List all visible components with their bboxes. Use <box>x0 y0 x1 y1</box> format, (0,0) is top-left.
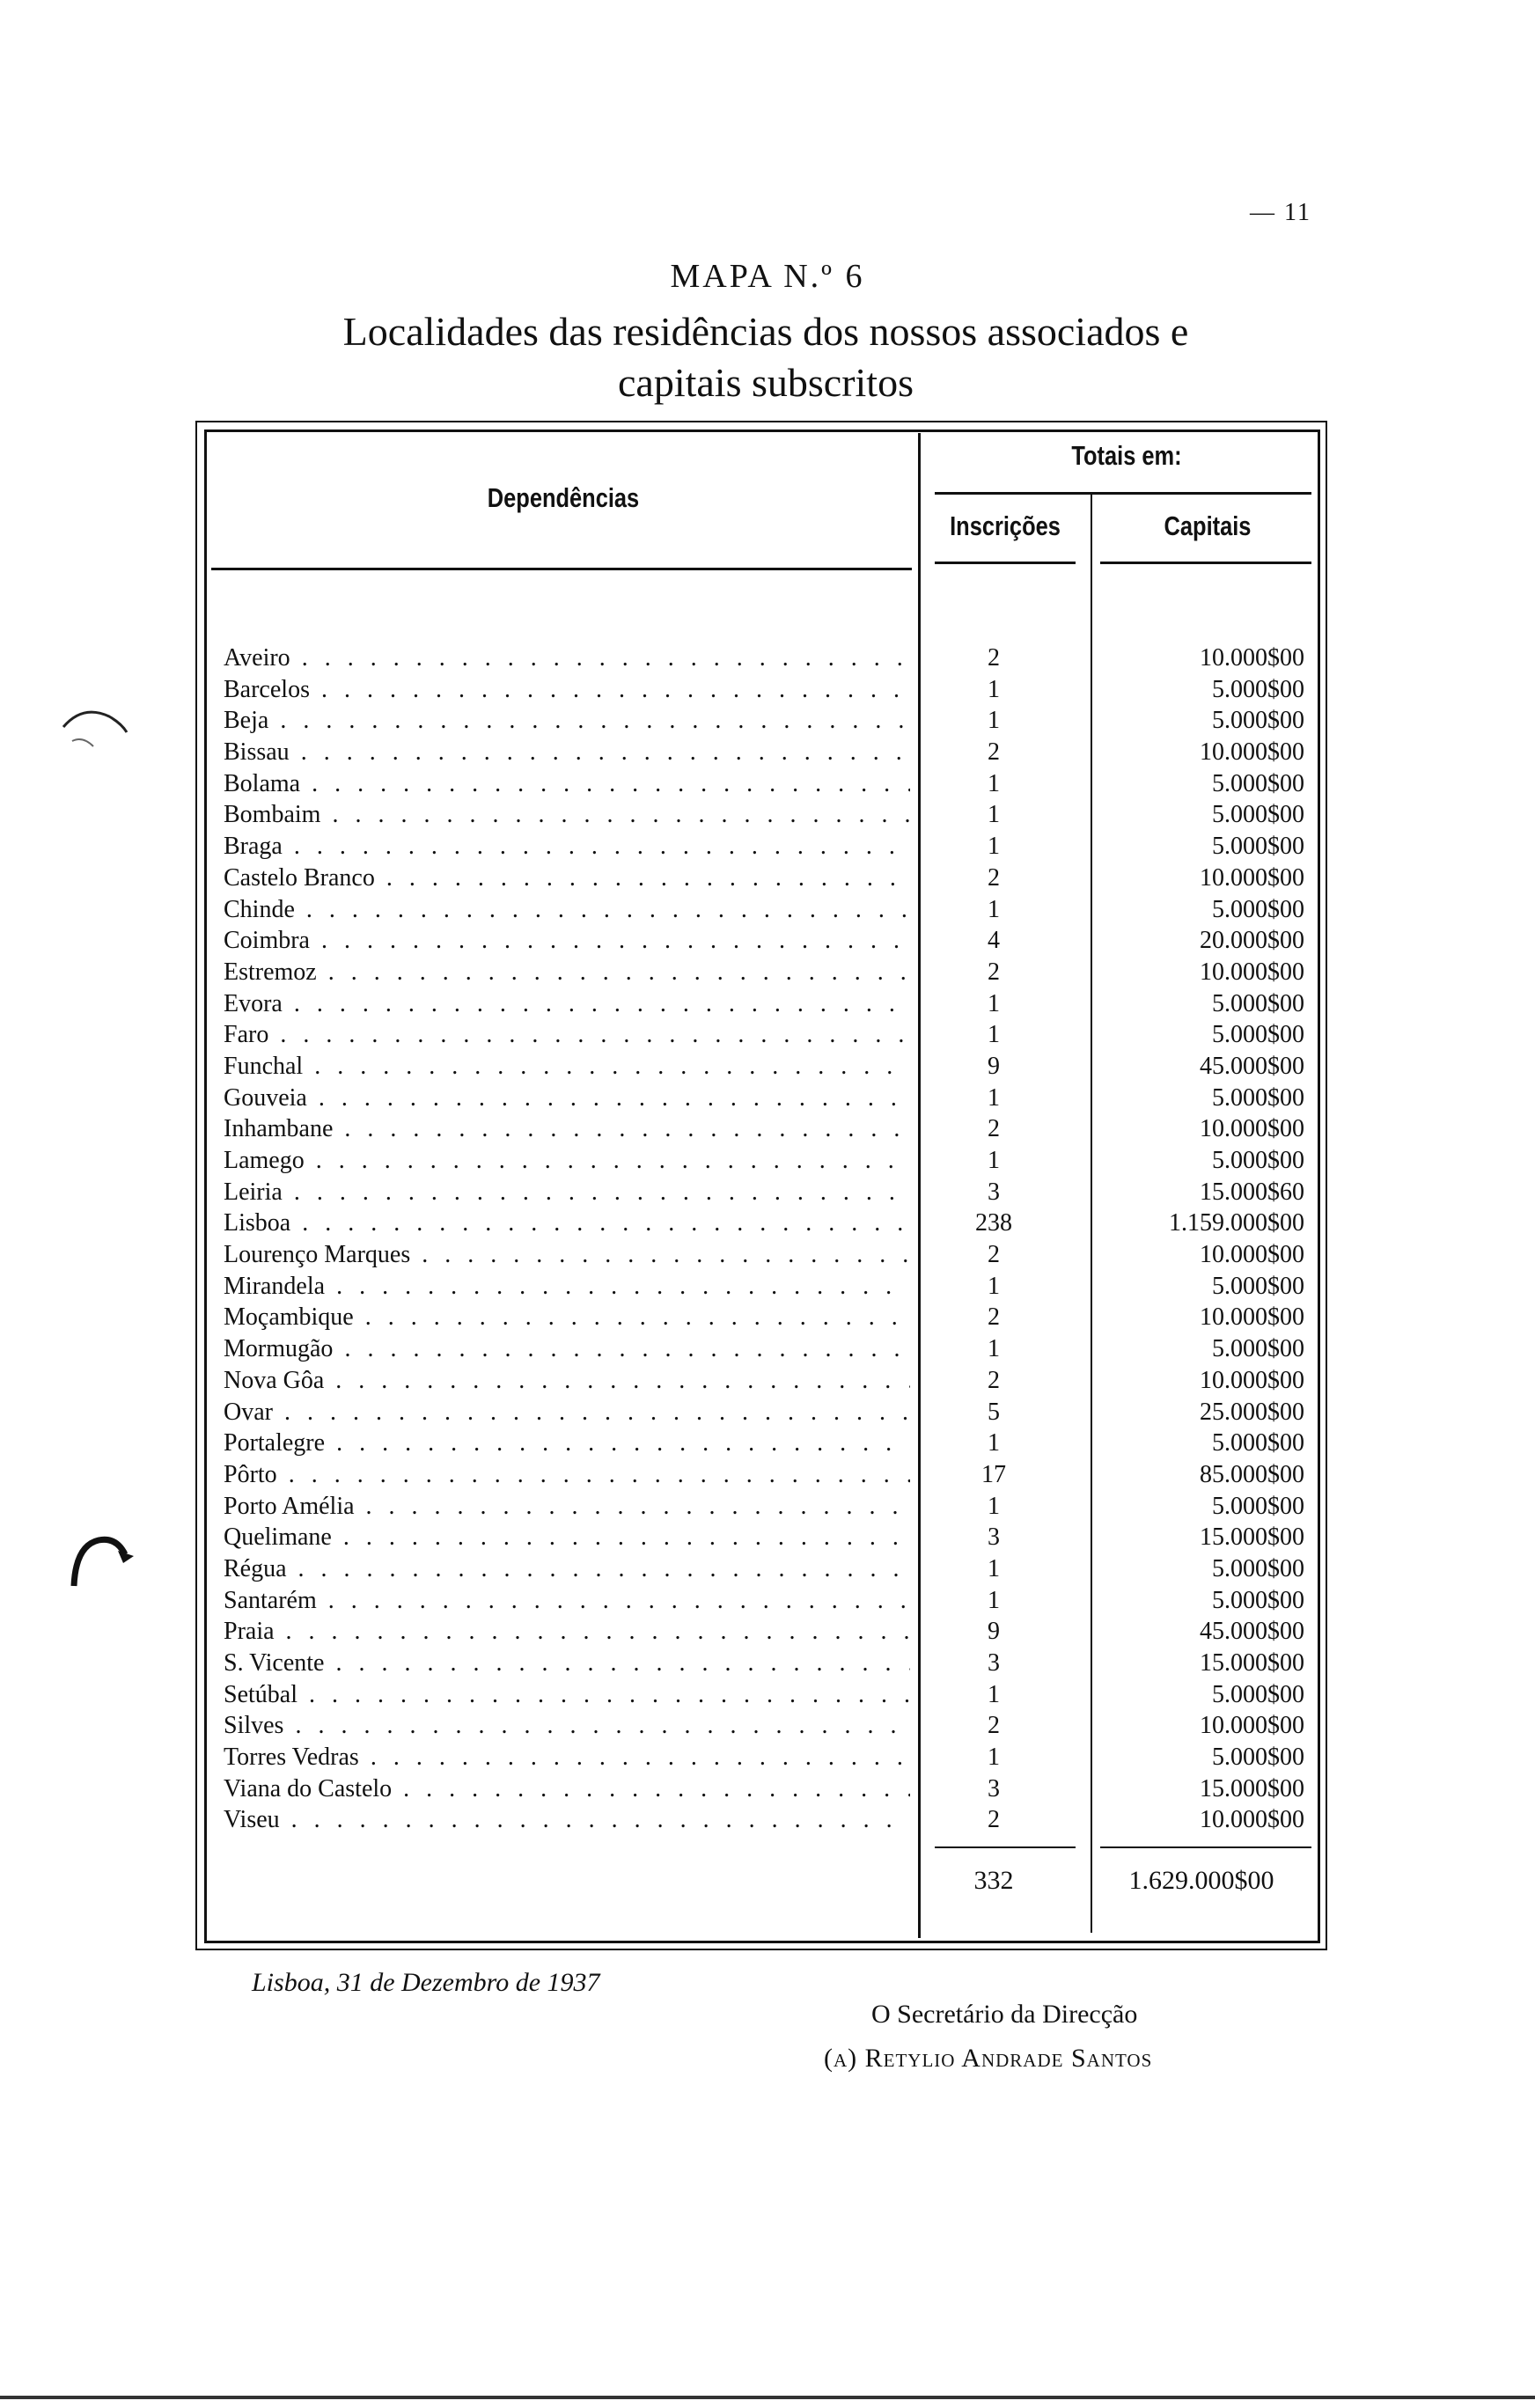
locality-name: Lourenço Marques . . . <box>224 1239 910 1271</box>
table-row <box>224 1019 1315 1051</box>
table-row <box>224 1302 1315 1333</box>
inscricoes-value: 2 <box>988 1806 1000 1834</box>
capitais-value: 10.000$00 <box>1200 644 1304 672</box>
table-rows <box>224 642 1315 1836</box>
inscricoes-value: 1 <box>988 1586 1000 1614</box>
rule-under-dependencias <box>211 568 912 570</box>
inscricoes-value: 3 <box>988 1774 1000 1802</box>
locality-name: Chinde . . . <box>224 894 910 926</box>
capitais-value: 15.000$00 <box>1200 1649 1304 1677</box>
capitais-value: 5.000$00 <box>1212 1021 1304 1049</box>
locality-name: Mormugão . . . <box>224 1333 910 1365</box>
locality-name: Moçambique . . . <box>224 1302 910 1333</box>
inscricoes-value: 1 <box>988 1272 1000 1300</box>
capitais-value: 10.000$00 <box>1200 1712 1304 1740</box>
table-row <box>224 1679 1315 1711</box>
table-row <box>224 1145 1315 1177</box>
table-row <box>224 1459 1315 1491</box>
capitais-value: 5.000$00 <box>1212 1335 1304 1363</box>
locality-name: Bombaim . . . <box>224 799 910 831</box>
inscricoes-value: 2 <box>988 1366 1000 1394</box>
capitais-value: 5.000$00 <box>1212 801 1304 829</box>
locality-name: Bissau . . . <box>224 737 910 768</box>
capitais-value: 10.000$00 <box>1200 738 1304 767</box>
locality-name: Mirandela . . . <box>224 1271 910 1303</box>
capitais-value: 5.000$00 <box>1212 1429 1304 1457</box>
locality-name: Ovar . . . <box>224 1397 910 1428</box>
locality-name: Santarém . . . <box>224 1585 910 1617</box>
capitais-value: 5.000$00 <box>1212 989 1304 1017</box>
inscricoes-value: 2 <box>988 1303 1000 1332</box>
table-row <box>224 894 1315 926</box>
table-row <box>224 799 1315 831</box>
locality-name: Aveiro . . . <box>224 642 910 674</box>
locality-name: Beja . . . <box>224 705 910 737</box>
header-capitais: Capitais <box>1164 510 1252 541</box>
capitais-value: 15.000$60 <box>1200 1178 1304 1206</box>
inscricoes-value: 17 <box>981 1460 1006 1488</box>
header-inscricoes: Inscrições <box>950 510 1061 541</box>
table-row <box>224 1522 1315 1553</box>
table-row <box>224 925 1315 957</box>
inscricoes-value: 9 <box>988 1618 1000 1646</box>
inscricoes-value: 1 <box>988 895 1000 923</box>
locality-name: Silves . . . <box>224 1710 910 1742</box>
locality-name: Estremoz . . . <box>224 957 910 988</box>
capitais-value: 10.000$00 <box>1200 1115 1304 1143</box>
capitais-value: 5.000$00 <box>1212 1744 1304 1772</box>
inscricoes-value: 3 <box>988 1523 1000 1552</box>
locality-name: Braga . . . <box>224 831 910 863</box>
map-title: MAPA N.º 6 <box>670 258 865 295</box>
locality-name: Lamego . . . <box>224 1145 910 1177</box>
capitais-value: 45.000$00 <box>1200 1052 1304 1080</box>
total-capitais: 1.629.000$00 <box>1128 1866 1274 1895</box>
capitais-value: 5.000$00 <box>1212 1554 1304 1582</box>
place-date: Lisboa, 31 de Dezembro de 1937 <box>252 1968 600 1997</box>
locality-name: S. Vicente . . . <box>224 1648 910 1679</box>
capitais-value: 85.000$00 <box>1200 1460 1304 1488</box>
inscricoes-value: 1 <box>988 833 1000 861</box>
table-row <box>224 863 1315 894</box>
inscricoes-value: 3 <box>988 1178 1000 1206</box>
inscricoes-value: 1 <box>988 1680 1000 1708</box>
rule-under-totais <box>935 492 1311 495</box>
table-row <box>224 1773 1315 1805</box>
table-row <box>224 1271 1315 1303</box>
capitais-value: 5.000$00 <box>1212 1272 1304 1300</box>
capitais-value: 5.000$00 <box>1212 1680 1304 1708</box>
inscricoes-value: 2 <box>988 1115 1000 1143</box>
table-row <box>224 1365 1315 1397</box>
capitais-value: 10.000$00 <box>1200 958 1304 986</box>
inscricoes-value: 1 <box>988 675 1000 703</box>
locality-name: Castelo Branco . . . <box>224 863 910 894</box>
table-row <box>224 1553 1315 1585</box>
signer-name: (a) Retylio Andrade Santos <box>824 2044 1153 2073</box>
table-row <box>224 957 1315 988</box>
inscricoes-value: 1 <box>988 989 1000 1017</box>
capitais-value: 10.000$00 <box>1200 1241 1304 1269</box>
total-inscricoes: 332 <box>973 1866 1014 1895</box>
inscricoes-value: 1 <box>988 707 1000 735</box>
table-row <box>224 642 1315 674</box>
rule-under-capitais <box>1100 562 1311 564</box>
inscricoes-value: 1 <box>988 1492 1000 1520</box>
inscricoes-value: 1 <box>988 1429 1000 1457</box>
capitais-value: 5.000$00 <box>1212 1492 1304 1520</box>
table-row <box>224 1742 1315 1773</box>
locality-name: Nova Gôa . . . <box>224 1365 910 1397</box>
subtitle-line-2: capitais subscritos <box>618 360 914 405</box>
table-row <box>224 705 1315 737</box>
locality-name: Praia . . . <box>224 1616 910 1648</box>
inscricoes-value: 2 <box>988 1241 1000 1269</box>
table-row <box>224 1804 1315 1836</box>
inscricoes-value: 5 <box>988 1398 1000 1426</box>
locality-name: Barcelos . . . <box>224 674 910 706</box>
capitais-value: 25.000$00 <box>1200 1398 1304 1426</box>
rule-above-total-inscricoes <box>935 1846 1076 1848</box>
locality-name: Inhambane . . . <box>224 1113 910 1145</box>
locality-name: Régua . . . <box>224 1553 910 1585</box>
inscricoes-value: 1 <box>988 1147 1000 1174</box>
inscricoes-value: 1 <box>988 1554 1000 1582</box>
capitais-value: 15.000$00 <box>1200 1523 1304 1552</box>
locality-name: Bolama . . . <box>224 768 910 800</box>
capitais-value: 5.000$00 <box>1212 1083 1304 1112</box>
table-row <box>224 831 1315 863</box>
capitais-value: 20.000$00 <box>1200 927 1304 955</box>
inscricoes-value: 2 <box>988 863 1000 892</box>
table-row <box>224 1616 1315 1648</box>
locality-name: Porto Amélia . . . <box>224 1491 910 1523</box>
inscricoes-value: 1 <box>988 1335 1000 1363</box>
capitais-value: 5.000$00 <box>1212 707 1304 735</box>
locality-name: Pôrto . . . <box>224 1459 910 1491</box>
margin-mark-lower <box>67 1528 137 1589</box>
table-row <box>224 1051 1315 1083</box>
capitais-value: 5.000$00 <box>1212 1586 1304 1614</box>
table-row <box>224 1208 1315 1239</box>
inscricoes-value: 2 <box>988 644 1000 672</box>
locality-name: Lisboa . . . <box>224 1208 910 1239</box>
bottom-edge-line <box>0 2396 1535 2399</box>
table-row <box>224 1177 1315 1208</box>
table-row <box>224 1428 1315 1459</box>
rule-under-inscricoes <box>935 562 1076 564</box>
locality-name: Torres Vedras . . . <box>224 1742 910 1773</box>
capitais-value: 5.000$00 <box>1212 833 1304 861</box>
table-row <box>224 1585 1315 1617</box>
locality-name: Setúbal . . . <box>224 1679 910 1711</box>
inscricoes-value: 3 <box>988 1649 1000 1677</box>
inscricoes-value: 238 <box>975 1209 1012 1237</box>
locality-name: Quelimane . . . <box>224 1522 910 1553</box>
table-row <box>224 988 1315 1020</box>
locality-name: Viana do Castelo . . . <box>224 1773 910 1805</box>
locality-name: Coimbra . . . <box>224 925 910 957</box>
locality-name: Gouveia . . . <box>224 1083 910 1114</box>
table-row <box>224 1648 1315 1679</box>
capitais-value: 10.000$00 <box>1200 1366 1304 1394</box>
signer-role: O Secretário da Direcção <box>871 2000 1138 2029</box>
table-row <box>224 1397 1315 1428</box>
table-row <box>224 1083 1315 1114</box>
capitais-value: 10.000$00 <box>1200 863 1304 892</box>
inscricoes-value: 2 <box>988 738 1000 767</box>
table-row <box>224 674 1315 706</box>
capitais-value: 5.000$00 <box>1212 769 1304 797</box>
header-dependencias: Dependências <box>487 482 640 513</box>
table-row <box>224 1239 1315 1271</box>
inscricoes-value: 1 <box>988 1744 1000 1772</box>
capitais-value: 10.000$00 <box>1200 1303 1304 1332</box>
capitais-value: 45.000$00 <box>1200 1618 1304 1646</box>
inscricoes-value: 9 <box>988 1052 1000 1080</box>
subtitle <box>202 306 1329 408</box>
inscricoes-value: 1 <box>988 801 1000 829</box>
capitais-value: 5.000$00 <box>1212 1147 1304 1174</box>
header-totais: Totais em: <box>1071 440 1182 471</box>
margin-mark-upper <box>56 701 136 764</box>
inscricoes-value: 1 <box>988 1083 1000 1112</box>
table-row <box>224 1333 1315 1365</box>
locality-name: Viseu . . . <box>224 1804 910 1836</box>
inscricoes-value: 4 <box>988 927 1000 955</box>
locality-name: Funchal . . . <box>224 1051 910 1083</box>
page-number: — 11 <box>1250 199 1311 226</box>
table-row <box>224 1491 1315 1523</box>
inscricoes-value: 2 <box>988 958 1000 986</box>
table-row <box>224 768 1315 800</box>
inscricoes-value: 1 <box>988 1021 1000 1049</box>
capitais-value: 5.000$00 <box>1212 675 1304 703</box>
rule-above-total-capitais <box>1100 1846 1311 1848</box>
inscricoes-value: 2 <box>988 1712 1000 1740</box>
locality-name: Leiria . . . <box>224 1177 910 1208</box>
capitais-value: 10.000$00 <box>1200 1806 1304 1834</box>
locality-name: Evora . . . <box>224 988 910 1020</box>
table-row <box>224 1710 1315 1742</box>
locality-name: Portalegre . . . <box>224 1428 910 1459</box>
capitais-value: 1.159.000$00 <box>1169 1209 1304 1237</box>
inscricoes-value: 1 <box>988 769 1000 797</box>
table-row <box>224 1113 1315 1145</box>
locality-name: Faro . . . <box>224 1019 910 1051</box>
subtitle-line-1: Localidades das residências dos nossos associados e <box>342 309 1189 354</box>
capitais-value: 15.000$00 <box>1200 1774 1304 1802</box>
capitais-value: 5.000$00 <box>1212 895 1304 923</box>
table-row <box>224 737 1315 768</box>
